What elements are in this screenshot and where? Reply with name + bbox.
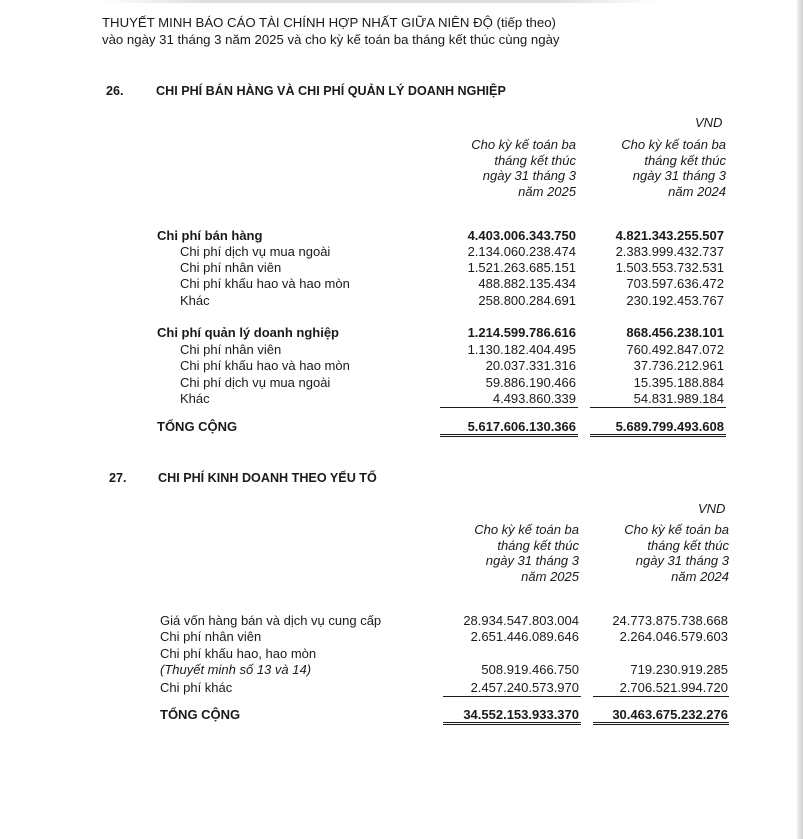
col-header-line: tháng kết thúc [644, 152, 726, 168]
total-double-rule [440, 434, 578, 437]
header-subtitle: vào ngày 31 tháng 3 năm 2025 và cho kỳ kế toán ba tháng kết thúc cùng ngày [102, 32, 560, 47]
row-label: TỔNG CỘNG [157, 419, 238, 434]
total-double-rule [590, 434, 726, 437]
col-header-line: năm 2024 [671, 568, 729, 584]
table-row [0, 259, 803, 276]
value-2025: 1.521.263.685.151 [467, 260, 576, 275]
value-2025: 34.552.153.933.370 [463, 707, 579, 722]
value-2025: 5.617.606.130.366 [467, 419, 576, 434]
subtotal-rule [443, 696, 581, 697]
value-2024: 30.463.675.232.276 [612, 707, 728, 722]
value-2024: 37.736.212.961 [633, 358, 724, 373]
value-2024: 760.492.847.072 [626, 342, 724, 357]
total-row [0, 418, 803, 435]
subtotal-rule [440, 407, 578, 408]
value-2025: 1.214.599.786.616 [467, 325, 576, 340]
col-header-line: Cho kỳ kế toán ba [624, 522, 729, 537]
table-row [0, 227, 803, 244]
scan-edge-artifact [100, 0, 660, 3]
section-26-col-2024-header [576, 137, 726, 199]
table-row [0, 390, 803, 407]
row-label: Chi phí quản lý doanh nghiệp [157, 325, 339, 340]
section-27-title: CHI PHÍ KINH DOANH THEO YẾU TỐ [158, 471, 377, 485]
row-label: Chi phí dịch vụ mua ngoài [180, 375, 331, 390]
col-header-line: ngày 31 tháng 3 [482, 168, 576, 183]
value-2024: 4.821.343.255.507 [615, 228, 724, 243]
total-row [0, 706, 803, 723]
section-26-col-2025-header [426, 137, 576, 199]
col-header-line: tháng kết thúc [497, 537, 579, 553]
value-2024: 24.773.875.738.668 [612, 613, 728, 628]
row-label: Chi phí nhân viên [180, 342, 282, 357]
col-header-line: ngày 31 tháng 3 [635, 553, 729, 568]
value-2025: 2.457.240.573.970 [470, 680, 579, 695]
section-26-unit: VND [695, 115, 723, 130]
section-26-title: CHI PHÍ BÁN HÀNG VÀ CHI PHÍ QUẢN LÝ DOANH NGHIỆP [156, 84, 506, 98]
col-header-line: tháng kết thúc [494, 152, 576, 168]
table-row [0, 374, 803, 391]
value-2025: 2.651.446.089.646 [470, 629, 579, 644]
value-2024: 54.831.989.184 [633, 391, 724, 406]
subtotal-rule [590, 407, 726, 408]
total-double-rule [443, 722, 581, 725]
row-label: Chi phí khấu hao, hao mòn [160, 646, 317, 661]
value-2024: 703.597.636.472 [626, 276, 724, 291]
col-header-line: Cho kỳ kế toán ba [474, 522, 579, 537]
col-header-line: năm 2025 [518, 183, 576, 199]
row-label: Khác [180, 293, 210, 308]
row-label: Giá vốn hàng bán và dịch vụ cung cấp [160, 613, 382, 628]
value-2024: 5.689.799.493.608 [615, 419, 724, 434]
value-2024: 230.192.453.767 [626, 293, 724, 308]
total-double-rule [593, 722, 729, 725]
value-2024: 1.503.553.732.531 [615, 260, 724, 275]
value-2024: 15.395.188.884 [633, 375, 724, 390]
table-row [0, 679, 803, 696]
row-label: Chi phí khác [160, 680, 233, 695]
col-header-line: ngày 31 tháng 3 [632, 168, 726, 183]
col-header-line: tháng kết thúc [647, 537, 729, 553]
value-2024: 2.706.521.994.720 [619, 680, 728, 695]
value-2024: 719.230.919.285 [630, 662, 728, 677]
row-label: (Thuyết minh số 13 và 14) [160, 662, 312, 677]
table-row [0, 357, 803, 374]
value-2025: 4.403.006.343.750 [467, 228, 576, 243]
row-label: Chi phí nhân viên [160, 629, 262, 644]
col-header-line: năm 2024 [668, 183, 726, 199]
col-header-line: năm 2025 [521, 568, 579, 584]
table-row [0, 292, 803, 309]
col-header-line: Cho kỳ kế toán ba [471, 137, 576, 152]
table-row [0, 243, 803, 260]
value-2025: 258.800.284.691 [478, 293, 576, 308]
row-label: Khác [180, 391, 210, 406]
table-row [0, 612, 803, 629]
col-header-line: ngày 31 tháng 3 [485, 553, 579, 568]
value-2025: 20.037.331.316 [485, 358, 576, 373]
section-26-number: 26. [106, 84, 124, 98]
section-27-col-2025-header [429, 522, 579, 584]
value-2024: 2.264.046.579.603 [619, 629, 728, 644]
document-header [102, 14, 560, 48]
table-row [0, 628, 803, 645]
row-label: Chi phí khấu hao và hao mòn [180, 358, 350, 373]
row-label: Chi phí nhân viên [180, 260, 282, 275]
subtotal-rule [593, 696, 729, 697]
table-row [0, 341, 803, 358]
section-27-unit: VND [698, 501, 726, 516]
value-2025: 59.886.190.466 [485, 375, 576, 390]
value-2025: 488.882.135.434 [478, 276, 576, 291]
col-header-line: Cho kỳ kế toán ba [621, 137, 726, 152]
row-label: Chi phí bán hàng [157, 228, 263, 243]
value-2025: 4.493.860.339 [492, 391, 576, 406]
table-row [0, 275, 803, 292]
row-label: Chi phí khấu hao và hao mòn [180, 276, 350, 291]
table-row [0, 324, 803, 341]
value-2025: 508.919.466.750 [481, 662, 579, 677]
table-row [0, 661, 803, 678]
value-2024: 2.383.999.432.737 [615, 244, 724, 259]
row-label: Chi phí dịch vụ mua ngoài [180, 244, 331, 259]
section-27-number: 27. [109, 471, 127, 485]
value-2025: 2.134.060.238.474 [467, 244, 576, 259]
section-27-col-2024-header [579, 522, 729, 584]
value-2025: 1.130.182.404.495 [467, 342, 576, 357]
table-row [0, 645, 803, 662]
value-2025: 28.934.547.803.004 [463, 613, 579, 628]
header-title: THUYẾT MINH BÁO CÁO TÀI CHÍNH HỢP NHẤT GIỮA NIÊN ĐỘ (tiếp theo) [102, 15, 556, 30]
row-label: TỔNG CỘNG [160, 707, 241, 722]
value-2024: 868.456.238.101 [626, 325, 724, 340]
